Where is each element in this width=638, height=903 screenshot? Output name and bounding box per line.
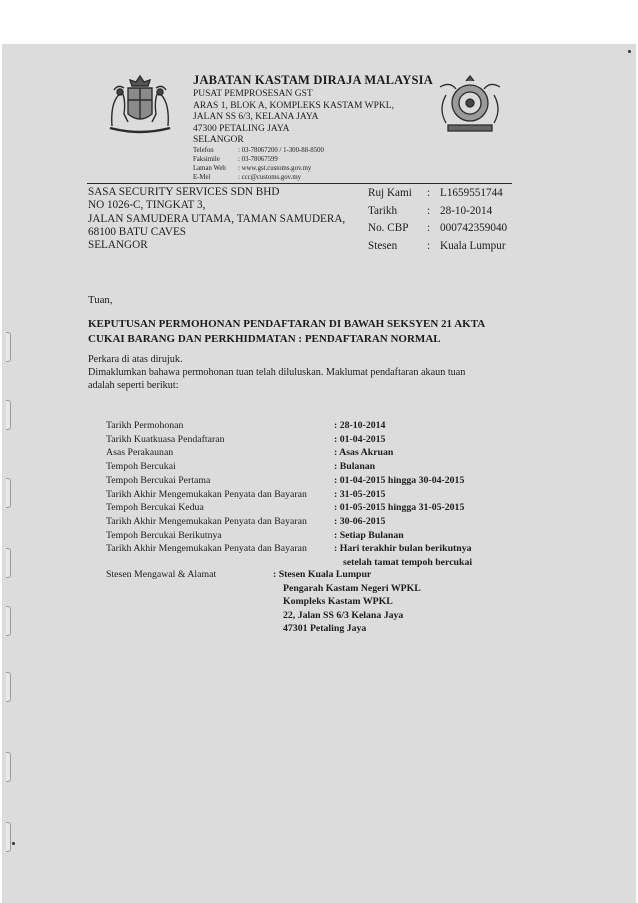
detail-value: : Hari terakhir bulan berikutnya	[334, 543, 472, 555]
binder-hole	[6, 548, 11, 578]
recipient-line: SELANGOR	[88, 239, 148, 252]
detail-value: : 28-10-2014	[334, 420, 386, 431]
header-address-line: ARAS 1, BLOK A, KOMPLEKS KASTAM WPKL,	[193, 100, 394, 111]
station-line: 22, Jalan SS 6/3 Kelana Jaya	[283, 609, 404, 621]
paragraph: adalah seperti berikut:	[88, 380, 179, 391]
station-line: Kompleks Kastam WPKL	[283, 596, 393, 608]
detail-label: Tarikh Kuatkuasa Pendaftaran	[106, 433, 225, 445]
contact-website: : www.gst.customs.gov.my	[238, 165, 312, 172]
subject-line: KEPUTUSAN PERMOHONAN PENDAFTARAN DI BAWAH SEKSYEN 21 AKTA	[88, 318, 486, 330]
detail-label: Tempoh Bercukai Pertama	[106, 474, 211, 486]
subject-line: CUKAI BARANG DAN PERKHIDMATAN : PENDAFTARAN NORMAL	[88, 332, 441, 345]
detail-value-continuation: setelah tamat tempoh bercukai	[343, 557, 473, 568]
recipient-line: SASA SECURITY SERVICES SDN BHD	[88, 186, 280, 198]
binder-hole	[6, 400, 11, 430]
contact-email: : ccc@customs.gov.my	[238, 174, 302, 181]
contact-label: E-Mel	[193, 174, 211, 181]
scan-speck	[628, 50, 631, 53]
ref-station: Kuala Lumpur	[440, 240, 506, 252]
binder-hole	[6, 752, 11, 782]
station-line: Pengarah Kastam Negeri WPKL	[283, 582, 421, 594]
scanned-page	[2, 44, 636, 903]
detail-label: Tempoh Bercukai	[106, 461, 176, 473]
ref-colon: :	[427, 187, 431, 199]
ref-our-reference: L1659551744	[440, 187, 503, 199]
binder-hole	[6, 606, 11, 636]
binder-hole	[6, 478, 11, 508]
detail-value: : 01-04-2015 hingga 30-04-2015	[334, 474, 465, 486]
detail-value: : 31-05-2015	[334, 488, 386, 500]
station-label: Stesen Mengawal & Alamat	[106, 569, 217, 580]
header-address-line: SELANGOR	[193, 135, 244, 145]
contact-label: Faksimile	[193, 156, 220, 163]
binder-hole	[6, 822, 11, 852]
detail-value: : Setiap Bulanan	[334, 529, 404, 541]
header-address-line: 47300 PETALING JAYA	[193, 123, 290, 134]
agency-name: JABATAN KASTAM DIRAJA MALAYSIA	[193, 73, 433, 87]
recipient-line: NO 1026-C, TINGKAT 3,	[88, 199, 206, 212]
detail-label: Tempoh Bercukai Kedua	[106, 502, 204, 514]
detail-value: : 01-05-2015 hingga 31-05-2015	[334, 502, 465, 514]
ref-colon: :	[427, 205, 431, 217]
header-divider	[87, 183, 512, 184]
paragraph: Perkara di atas dirujuk.	[88, 354, 183, 365]
detail-label: Tarikh Akhir Mengemukakan Penyata dan Bayaran	[106, 488, 307, 500]
recipient-line: 68100 BATU CAVES	[88, 225, 187, 238]
recipient-line: JALAN SAMUDERA UTAMA, TAMAN SAMUDERA,	[88, 212, 346, 225]
customs-emblem-logo	[430, 75, 510, 137]
station-line: 47301 Petaling Jaya	[283, 623, 367, 635]
station-line: : Stesen Kuala Lumpur	[273, 569, 372, 580]
binder-hole	[6, 672, 11, 702]
header-address-line: JALAN SS 6/3, KELANA JAYA	[193, 112, 319, 122]
paragraph: Dimaklumkan bahawa permohonan tuan telah diluluskan. Maklumat pendaftaran akaun tuan	[88, 367, 466, 378]
detail-label: Tarikh Akhir Mengemukakan Penyata dan Bayaran	[106, 543, 307, 555]
contact-label: Telefon	[193, 147, 214, 154]
ref-label: No. CBP	[368, 222, 409, 234]
ref-cbp-number: 000742359040	[440, 222, 508, 234]
detail-value: : Bulanan	[334, 461, 376, 473]
ref-label: Stesen	[368, 240, 398, 252]
contact-label: Laman Web	[193, 165, 226, 172]
ref-date: 28-10-2014	[440, 205, 493, 217]
binder-hole	[6, 332, 11, 362]
scan-speck	[12, 842, 15, 845]
ref-label: Tarikh	[368, 205, 398, 217]
contact-fax: : 03-78067599	[238, 156, 278, 163]
detail-label: Tempoh Bercukai Berikutnya	[106, 529, 222, 541]
detail-label: Tarikh Akhir Mengemukakan Penyata dan Bayaran	[106, 515, 307, 527]
detail-value: : Asas Akruan	[334, 447, 394, 459]
salutation: Tuan,	[88, 294, 113, 306]
ref-colon: :	[427, 240, 431, 252]
ref-label: Ruj Kami	[368, 187, 412, 199]
detail-value: : 01-04-2015	[334, 433, 386, 445]
detail-label: Tarikh Permohonan	[106, 420, 184, 431]
coat-of-arms-logo	[104, 70, 176, 138]
detail-value: : 30-06-2015	[334, 515, 386, 527]
header-address-line: PUSAT PEMPROSESAN GST	[193, 89, 313, 99]
ref-colon: :	[427, 222, 431, 234]
detail-label: Asas Perakaunan	[106, 447, 174, 459]
contact-phone: : 03-78067200 / 1-300-88-8500	[238, 147, 324, 154]
